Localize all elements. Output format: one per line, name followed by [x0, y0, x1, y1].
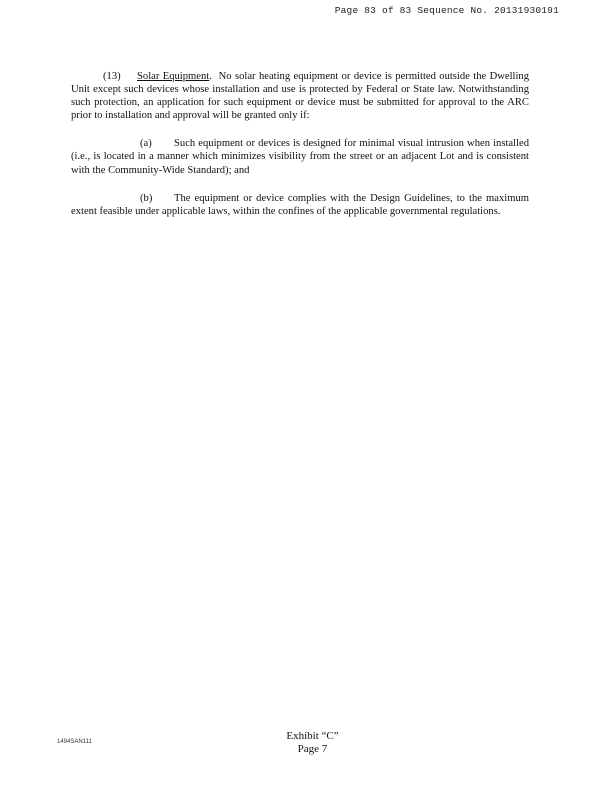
- section-heading: Solar Equipment: [137, 71, 210, 82]
- subsection-a: [71, 137, 529, 176]
- page-number: Page 7: [297, 743, 328, 755]
- subsection-b: [71, 192, 529, 218]
- section-heading-punct: .: [209, 71, 212, 82]
- section-number: (13): [103, 71, 121, 82]
- page-sequence-stamp: Page 83 of 83 Sequence No. 20131930191: [334, 5, 559, 16]
- document-code: 1494SAN111: [57, 739, 92, 745]
- subsection-b-text: The equipment or device complies with the Design Guidelines, to the maximum extent feasible under applicable laws, within the confines of the applicable governmental regulations.: [71, 192, 529, 217]
- document-body: [71, 70, 529, 233]
- subsection-a-label: (a): [140, 138, 152, 150]
- exhibit-label: Exhibit “C”: [286, 730, 339, 742]
- section-body-text: No solar heating equipment or device is permitted outside the Dwelling Unit except such devices whose installation and use is protected by Federal or State law. Notwithstanding such protection, an application for such equipment or device must be submitted for approval to the ARC prior to installation and approval will be granted only if:: [71, 71, 529, 122]
- subsection-b-label: (b): [140, 192, 153, 204]
- subsection-a-text: Such equipment or devices is designed for minimal visual intrusion when installed (i.e., is located in a manner which minimizes visibility from the street or an adjacent Lot and is consistent with the Community-Wide Standard); and: [71, 138, 529, 176]
- section-paragraph: [71, 70, 529, 122]
